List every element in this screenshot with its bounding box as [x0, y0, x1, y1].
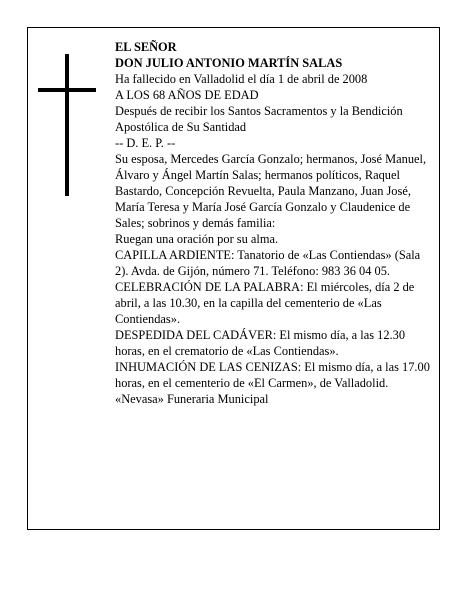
deceased-name: DON JULIO ANTONIO MARTÍN SALAS — [115, 56, 343, 70]
celebration-text: CELEBRACIÓN DE LA PALABRA: El miércoles, día 2 de abril, a las 10.30, en la capilla del cementerio de «Las Contiendas». — [115, 280, 415, 326]
chapel-text: CAPILLA ARDIENTE: Tanatorio de «Las Contiendas» (Sala 2). Avda. de Gijón, número 71. Teléfono: 983 36 04 05. — [115, 248, 421, 278]
funeral-home-line: «Nevasa» Funeraria Municipal — [115, 392, 269, 406]
prayer-line: Ruegan una oración por su alma. — [115, 232, 279, 246]
farewell-text: DESPEDIDA DEL CADÁVER: El mismo día, a las 12.30 horas, en el crematorio de «Las Contiendas». — [115, 328, 406, 358]
ashes-text: INHUMACIÓN DE LAS CENIZAS: El mismo día, a las 17.00 horas, en el cementerio de «El Carmen», de Valladolid. — [115, 360, 430, 390]
obituary-text — [115, 39, 433, 407]
age-line: A LOS 68 AÑOS DE EDAD — [115, 88, 259, 102]
family-text: Su esposa, Mercedes García Gonzalo; hermanos, José Manuel, Álvaro y Ángel Martín Salas; hermanos políticos, Raquel Bastardo, Concepción Revuelta, Paula Manzano, Juan José, María Teresa y María José García Gonzalo y Claudenice de Sales; sobrinos y demás familia: — [115, 152, 427, 230]
cross-icon — [65, 54, 69, 196]
sacraments-text: Después de recibir los Santos Sacramentos y la Bendición Apostólica de Su Santidad — [115, 104, 403, 134]
title-line: EL SEÑOR — [115, 40, 177, 54]
death-line: Ha fallecido en Valladolid el día 1 de abril de 2008 — [115, 72, 368, 86]
cross-icon-bar — [38, 88, 96, 92]
rip-line: -- D. E. P. -- — [115, 136, 176, 150]
